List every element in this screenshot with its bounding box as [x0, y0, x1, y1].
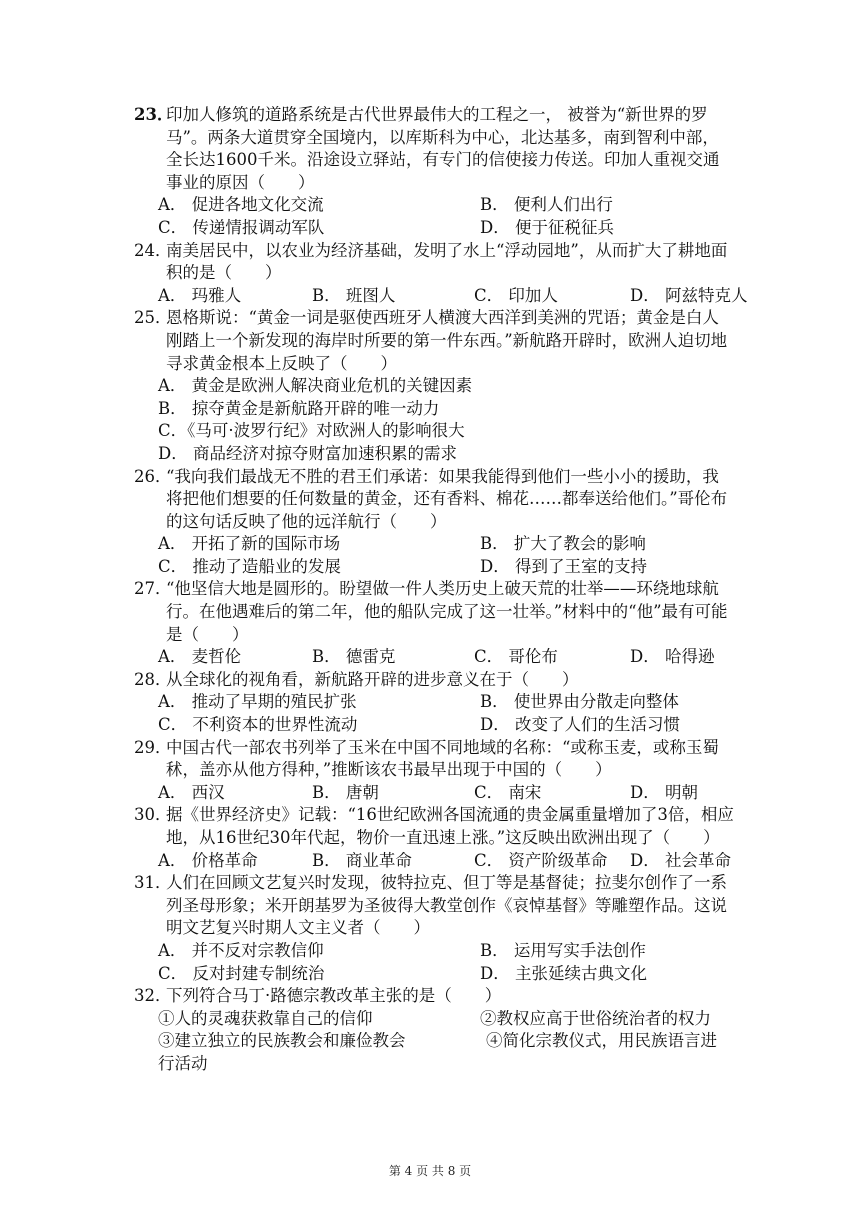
options-row — [158, 217, 734, 240]
option-d: D． 明朝 — [630, 782, 698, 802]
option-b: B． 唐朝 — [312, 782, 379, 802]
option-a: A． 促进各地文化交流 — [158, 195, 324, 215]
question-27 — [134, 578, 734, 646]
question-stem: “他坚信大地是圆形的。盼望做一件人类历史上破天荒的壮举——环绕地球航行。在他遇难后的第二年，他的船队完成了这一壮举。”材料中的“他”最有可能是（ ） — [166, 579, 728, 644]
option-c: C． 南宋 — [474, 782, 542, 802]
option-a: A． 西汉 — [158, 782, 225, 802]
question-number: 29． — [134, 737, 172, 757]
option-b: B． 扩大了教会的影响 — [480, 534, 646, 554]
option-a: A． 麦哲伦 — [158, 647, 242, 667]
question-stem: 人们在回顾文艺复兴时发现，彼特拉克、但丁等是基督徒；拉斐尔创作了一系列圣母形象；米开朗基罗为圣彼得大教堂创作《哀悼基督》等雕塑作品。这说明文艺复兴时期人文主义者（ ） — [166, 873, 727, 938]
option-a: A． 并不反对宗教信仰 — [158, 940, 324, 960]
question-stem: 恩格斯说：“黄金一词是驱使西班牙人横渡大西洋到美洲的咒语；黄金是白人刚踏上一个新发现的海岸时所要的第一件东西。”新航路开辟时，欧洲人迫切地寻求黄金根本上反映了（ ） — [166, 308, 728, 373]
question-24 — [134, 240, 734, 285]
question-stem: 从全球化的视角看，新航路开辟的进步意义在于（ ） — [166, 669, 579, 689]
question-number: 25． — [134, 308, 172, 328]
option-a: A． 推动了早期的殖民扩张 — [158, 692, 357, 712]
question-25 — [134, 307, 734, 375]
option-b: B． 便利人们出行 — [480, 195, 613, 215]
question-stem: “我向我们最战无不胜的君王们承诺：如果我能得到他们一些小小的援助，我将把他们想要的任何数量的黄金，还有香料、棉花……都奉送给他们。”哥伦布的这句话反映了他的远洋航行（ ） — [166, 466, 728, 531]
question-stem: 下列符合马丁·路德宗教改革主张的是（ ） — [166, 986, 502, 1006]
option-c: C． 反对封建专制统治 — [158, 963, 325, 983]
question-stem: 印加人修筑的道路系统是古代世界最伟大的工程之一， 被誉为“新世界的罗马”。两条大道贯穿全国境内，以库斯科为中心，北达基多，南到智利中部，全长达1600千米。沿途设立驿站，有专门的信使接力传送。印加人重视交通事业的原因（ ） — [166, 105, 720, 192]
option-c: C． 资产阶级革命 — [474, 850, 608, 870]
question-23 — [134, 104, 734, 194]
options-row — [158, 940, 734, 963]
question-number: 31． — [134, 873, 172, 893]
option-b: B． 掠夺黄金是新航路开辟的唯一动力 — [158, 398, 440, 418]
question-number: 32． — [134, 986, 172, 1006]
question-number: 28． — [134, 669, 172, 689]
options-row — [158, 714, 734, 737]
question-stem: 南美居民中，以农业为经济基础，发明了水上“浮动园地”，从而扩大了耕地面积的是（ ） — [166, 240, 728, 283]
option-a: A． 开拓了新的国际市场 — [158, 534, 341, 554]
option-b: B． 运用写实手法创作 — [480, 940, 646, 960]
option-b: B． 使世界由分散走向整体 — [480, 692, 679, 712]
option-a: A． 价格革命 — [158, 850, 258, 870]
page-footer: 第 4 页 共 8 页 — [388, 1164, 472, 1178]
option-a: A． 黄金是欧洲人解决商业危机的关键因素 — [158, 376, 473, 396]
question-32 — [134, 985, 734, 1008]
option-d: D． 主张延续古典文化 — [480, 963, 647, 983]
option-d: D． 商品经济对掠夺财富加速积累的需求 — [158, 443, 457, 463]
question-list — [134, 104, 748, 1076]
option-d: D． 哈得逊 — [630, 647, 715, 667]
option-b: B． 商业革命 — [312, 850, 412, 870]
options-row — [158, 691, 734, 714]
options-row — [158, 646, 734, 669]
question-stem: 中国古代一部农书列举了玉米在中国不同地域的名称：“或称玉麦，或称玉蜀秫，盖亦从他方得种，”推断该农书最早出现于中国的（ ） — [166, 737, 719, 780]
option-c: C． 印加人 — [474, 285, 558, 305]
question-28 — [134, 669, 734, 692]
question-30 — [134, 804, 734, 849]
question-31 — [134, 872, 734, 940]
option-c: C．《马可·波罗行纪》对欧洲人的影响很大 — [158, 421, 465, 441]
option-c: C． 不利资本的世界性流动 — [158, 715, 358, 735]
statement-2: ②教权应高于世俗统治者的权力 — [480, 1008, 711, 1028]
statement-4: ④简化宗教仪式，用民族语言进 — [486, 1031, 717, 1051]
option-c: C． 推动了造船业的发展 — [158, 556, 341, 576]
question-number: 23． — [134, 105, 174, 124]
options-row — [158, 194, 734, 217]
option-b: B． 班图人 — [312, 285, 396, 305]
statement-4-continued: 行活动 — [158, 1053, 208, 1073]
option-d: D． 阿兹特克人 — [630, 285, 748, 305]
option-d: D． 社会革命 — [630, 850, 731, 870]
question-29 — [134, 737, 734, 782]
option-d: D． 得到了王室的支持 — [480, 556, 647, 576]
question-26 — [134, 466, 734, 534]
options-row — [158, 782, 734, 805]
question-stem: 据《世界经济史》记载：“16世纪欧洲各国流通的贵金属重量增加了3倍，相应地，从16世纪30年代起，物价一直迅速上涨。”这反映出欧洲出现了（ ） — [166, 805, 734, 847]
statement-list — [158, 1008, 734, 1076]
options-row — [158, 285, 748, 308]
statement-1: ①人的灵魂获救靠自己的信仰 — [158, 1008, 373, 1028]
option-a: A． 玛雅人 — [158, 285, 242, 305]
question-number: 30． — [134, 805, 172, 825]
options-row — [158, 963, 734, 986]
question-number: 27． — [134, 579, 172, 599]
option-b: B． 德雷克 — [312, 647, 396, 667]
question-number: 26． — [134, 466, 172, 486]
options-row — [158, 850, 734, 873]
options-row — [158, 556, 734, 579]
question-number: 24． — [134, 240, 172, 260]
option-c: C． 哥伦布 — [474, 647, 558, 667]
option-d: D． 改变了人们的生活习惯 — [480, 715, 680, 735]
option-c: C． 传递情报调动军队 — [158, 217, 325, 237]
statement-3: ③建立独立的民族教会和廉俭教会 — [158, 1031, 406, 1051]
option-d: D． 便于征税征兵 — [480, 217, 614, 237]
options-row — [158, 533, 734, 556]
